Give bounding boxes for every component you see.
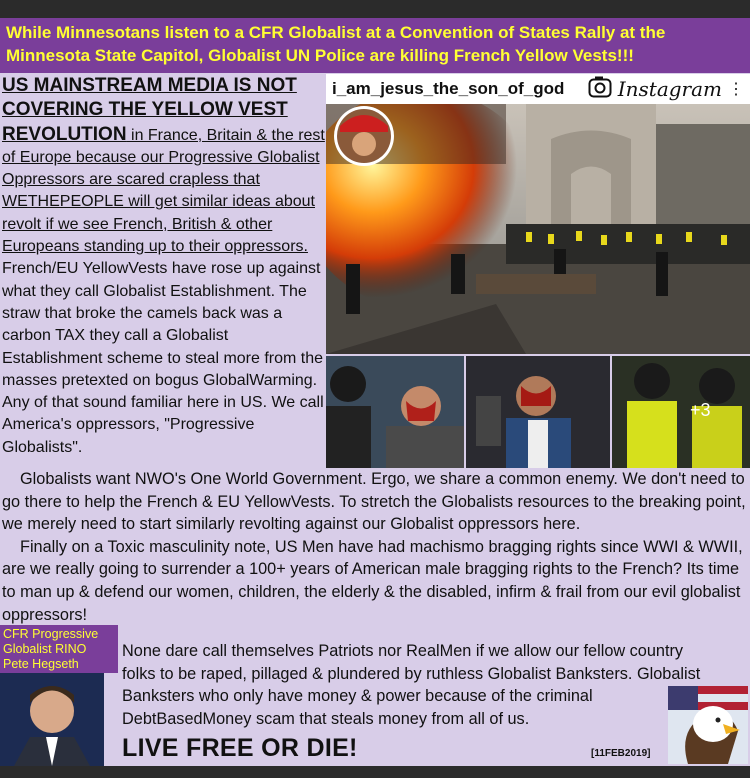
cfr-caption-label	[0, 625, 118, 673]
portrait-photo	[0, 673, 104, 766]
bottom-line-3: Banksters who only have money & power because of the criminal	[122, 687, 593, 706]
plus-three-badge: +3	[690, 400, 711, 420]
caption-line-3: Pete Hegseth	[3, 657, 79, 671]
left-column-text	[0, 74, 326, 469]
underlined-text: in France, Britain & the rest of Europe because our Progressive Globalist Oppressors are scared crapless that WETHEPEOPLE will get similar ideas about revolt if we see French, British & other Europeans standing up to their oppressors.	[2, 126, 325, 256]
bottom-bar	[0, 766, 750, 778]
body-text	[2, 468, 748, 626]
avatar	[334, 106, 394, 166]
instagram-brand-group	[588, 76, 744, 103]
instagram-header	[326, 74, 750, 104]
instagram-username: i_am_jesus_the_son_of_god	[332, 79, 565, 98]
headline: US MAINSTREAM MEDIA IS NOT COVERING THE YELLOW VEST REVOLUTION	[2, 75, 297, 145]
top-bar	[0, 0, 750, 18]
slogan: LIVE FREE OR DIE!	[122, 734, 358, 762]
riot-photo-arc-de-triomphe	[326, 104, 750, 354]
eagle-flag-image	[668, 686, 748, 764]
bottom-line-4: DebtBasedMoney scam that steals money from all of us.	[122, 709, 530, 728]
instagram-logo: Instagram	[617, 77, 722, 101]
riot-police-photo	[612, 356, 750, 468]
bottom-line-2: folks to be raped, pillaged & plundered by ruthless Globalist Banksters. Globalist	[122, 664, 701, 683]
caption-line-2: Globalist RINO	[3, 642, 87, 656]
injured-protester-photo-2	[466, 356, 610, 468]
body-paragraph-2: Finally on a Toxic masculinity note, US Men have had machismo bragging rights since WWI & WWII, are we really going to surrender a 100+ years of American male bragging rights to the French? Its time to man up & defend our women, children, the elderly & the disabled, infirm & frail from our evil globalist oppressors!	[2, 537, 743, 624]
bottom-line-1: None dare call themselves Patriots nor RealMen if we allow our fellow country	[122, 642, 684, 660]
date-stamp: [11FEB2019]	[591, 748, 651, 759]
camera-icon	[588, 76, 612, 103]
body-paragraph-1: Globalists want NWO's One World Government. Ergo, we share a common enemy. We don't need to go there to help the French & EU YellowVests. To stretch the Globalists resources to the breaking point, we merely need to start similarly revolting against our Globalist oppressors here.	[2, 470, 746, 534]
bottom-paragraph	[122, 640, 748, 730]
injured-protester-photo-1	[326, 356, 464, 468]
plain-text: French/EU YellowVests have rose up against what they call Globalist Establishment. The straw that broke the camels back was a carbon TAX they call a Globalist Establishment scheme to steal more from the masses pretexted on bogus GlobalWarming. Any of that sound familiar here in US. We call America's oppressors, "Progressive Globalists".	[2, 260, 324, 456]
caption-line-1: CFR Progressive	[3, 627, 99, 641]
more-options-icon: ⋮	[728, 81, 744, 98]
banner-headline: While Minnesotans listen to a CFR Globalist at a Convention of States Rally at the Minnesota State Capitol, Globalist UN Police are killing French Yellow Vests!!!	[0, 18, 750, 73]
